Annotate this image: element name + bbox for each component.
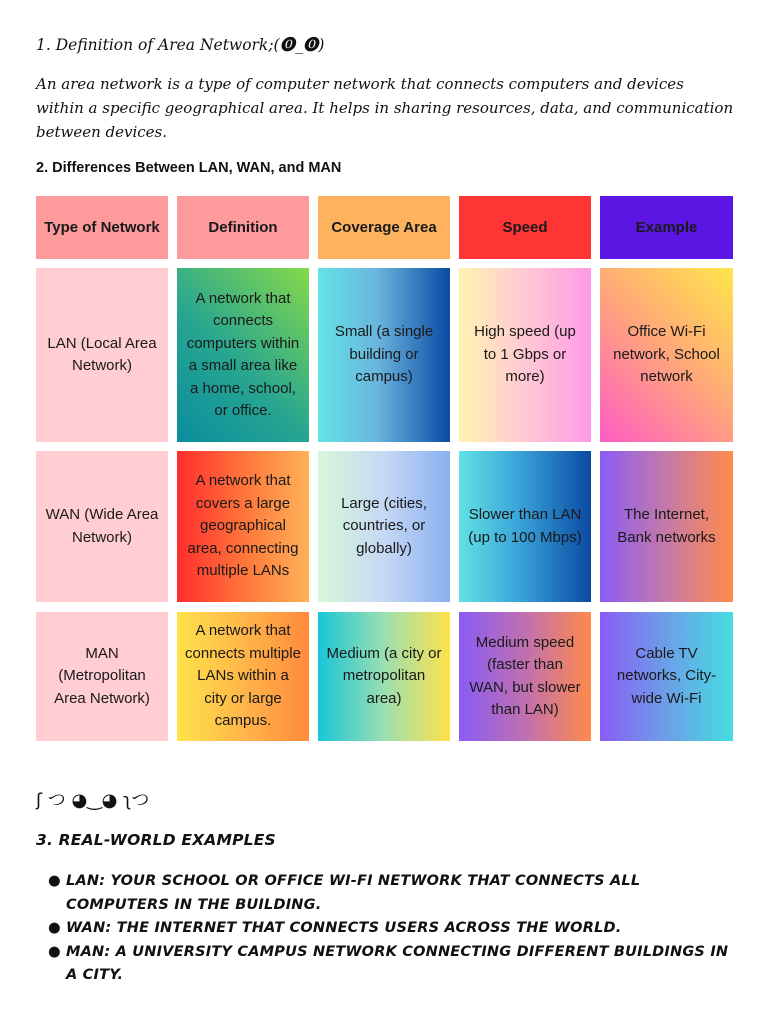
lan-coverage: Small (a single building or campus) <box>318 268 450 442</box>
examples-list <box>36 870 736 988</box>
bullet-icon: ● <box>48 873 61 889</box>
wan-example: The Internet, Bank networks <box>600 451 733 602</box>
header-definition: Definition <box>177 196 309 259</box>
header-speed: Speed <box>459 196 591 259</box>
man-example: Cable TV networks, City-wide Wi-Fi <box>600 612 733 741</box>
man-speed: Medium speed (faster than WAN, but slower than LAN) <box>459 612 591 741</box>
man-definition: A network that connects multiple LANs within a city or large campus. <box>177 612 309 741</box>
section-3-heading: 3. REAL-WORLD EXAMPLES <box>36 831 276 849</box>
header-type: Type of Network <box>36 196 168 259</box>
wan-coverage: Large (cities, countries, or globally) <box>318 451 450 602</box>
definition-paragraph: An area network is a type of computer network that connects computers and devices within a specific geographical area. It helps in sharing resources, data, and communication between devices. <box>36 75 734 141</box>
section-2-heading: 2. Differences Between LAN, WAN, and MAN <box>36 160 342 176</box>
bullet-icon: ● <box>48 920 61 936</box>
list-item: ● MAN: A UNIVERSITY CAMPUS NETWORK CONNECTING DIFFERENT BUILDINGS IN A CITY. <box>36 941 736 988</box>
wan-type: WAN (Wide Area Network) <box>36 451 168 602</box>
man-type: MAN (Metropolitan Area Network) <box>36 612 168 741</box>
list-item: ● WAN: THE INTERNET THAT CONNECTS USERS ACROSS THE WORLD. <box>36 917 736 941</box>
list-item: ● LAN: YOUR SCHOOL OR OFFICE WI-FI NETWORK THAT CONNECTS ALL COMPUTERS IN THE BUILDING. <box>36 870 736 917</box>
bullet-icon: ● <box>48 943 61 960</box>
lan-type: LAN (Local Area Network) <box>36 268 168 442</box>
wan-definition: A network that covers a large geographical area, connecting multiple LANs <box>177 451 309 602</box>
header-coverage: Coverage Area <box>318 196 450 259</box>
man-coverage: Medium (a city or metropolitan area) <box>318 612 450 741</box>
lan-example: Office Wi-Fi network, School network <box>600 268 733 442</box>
header-example: Example <box>600 196 733 259</box>
kaomoji-decoration: ʃ つ ◕‿◕ ʅつ <box>36 790 150 811</box>
lan-definition: A network that connects computers within a small area like a home, school, or office. <box>177 268 309 442</box>
lan-speed: High speed (up to 1 Gbps or more) <box>459 268 591 442</box>
section-1-heading: 1. Definition of Area Network;(⓿_⓿) <box>36 36 325 54</box>
wan-speed: Slower than LAN (up to 100 Mbps) <box>459 451 591 602</box>
